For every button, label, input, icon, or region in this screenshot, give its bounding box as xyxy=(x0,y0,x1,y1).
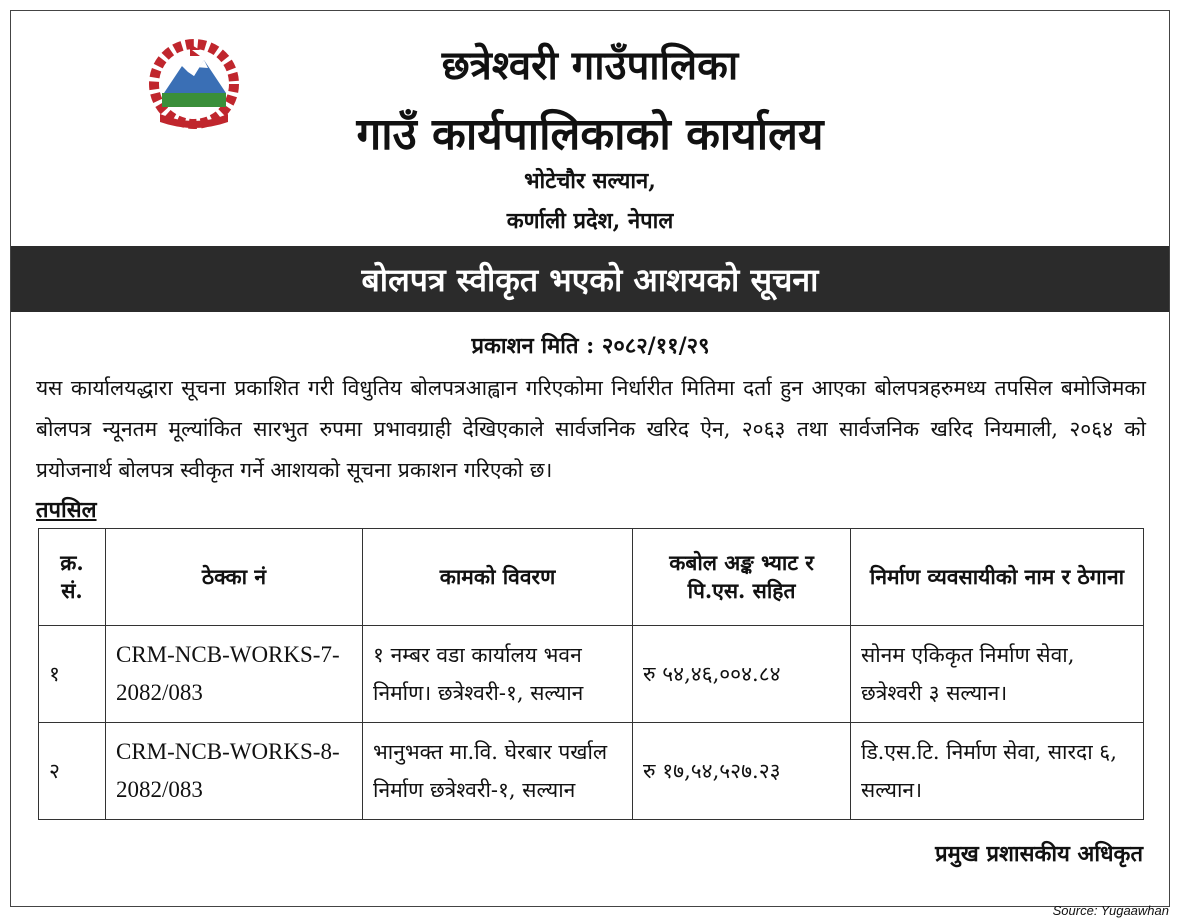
header-sn: क्र. सं. xyxy=(39,529,106,626)
bid-table xyxy=(38,528,1144,820)
table-header-row xyxy=(39,529,1144,626)
cell-contract: CRM-NCB-WORKS-8-2082/083 xyxy=(106,723,363,820)
header-contractor: निर्माण व्यवसायीको नाम र ठेगाना xyxy=(851,529,1144,626)
cell-work: १ नम्बर वडा कार्यालय भवन निर्माण। छत्रेश्वरी-१, सल्यान xyxy=(363,626,633,723)
table-row xyxy=(39,723,1144,820)
source-credit: Source: Yugaawhan xyxy=(1052,903,1169,918)
notice-title: बोलपत्र स्वीकृत भएको आशयको सूचना xyxy=(11,246,1169,312)
cell-sn: १ xyxy=(39,626,106,723)
office-name: गाउँ कार्यपालिकाको कार्यालय xyxy=(356,109,824,160)
publication-date: प्रकाशन मिति : २०८२/११/२९ xyxy=(471,333,710,359)
address-line-1: भोटेचौर सल्यान, xyxy=(524,168,656,194)
cell-sn: २ xyxy=(39,723,106,820)
table-row xyxy=(39,626,1144,723)
nepal-emblem-logo xyxy=(142,38,246,130)
header-amount: कबोल अङ्क भ्याट र पि.एस. सहित xyxy=(633,529,851,626)
cell-contract: CRM-NCB-WORKS-7-2082/083 xyxy=(106,626,363,723)
address-line-2: कर्णाली प्रदेश, नेपाल xyxy=(506,208,674,234)
header-contract: ठेक्का नं xyxy=(106,529,363,626)
cell-work: भानुभक्त मा.वि. घेरबार पर्खाल निर्माण छत्रेश्वरी-१, सल्यान xyxy=(363,723,633,820)
notice-paragraph: यस कार्यालयद्धारा सूचना प्रकाशित गरी विधुतिय बोलपत्रआह्वान गरिएकोमा निर्धारीत मितिमा दर्ता हुन आएका बोलपत्रहरुमध्य तपसिल बमोजिमका बोलपत्र न्यूनतम मूल्यांकित सारभुत रुपमा प्रभावग्राही देखिएकाले सार्वजनिक खरिद ऐन, २०६३ तथा सार्वजनिक खरिद नियमाली, २०६४ को प्रयोजनार्थ बोलपत्र स्वीकृत गर्ने आशयको सूचना प्रकाशन गरिएको छ। xyxy=(36,376,1146,482)
signatory-title: प्रमुख प्रशासकीय अधिकृत xyxy=(935,841,1143,867)
cell-amount: रु ५४,४६,००४.८४ xyxy=(633,626,851,723)
cell-contractor: सोनम एकिकृत निर्माण सेवा, छत्रेश्वरी ३ सल्यान। xyxy=(851,626,1144,723)
details-label: तपसिल xyxy=(36,497,97,523)
cell-amount: रु १७,५४,५२७.२३ xyxy=(633,723,851,820)
municipality-name: छत्रेश्वरी गाउँपालिका xyxy=(441,42,739,89)
header-work: कामको विवरण xyxy=(363,529,633,626)
cell-contractor: डि.एस.टि. निर्माण सेवा, सारदा ६, सल्यान। xyxy=(851,723,1144,820)
